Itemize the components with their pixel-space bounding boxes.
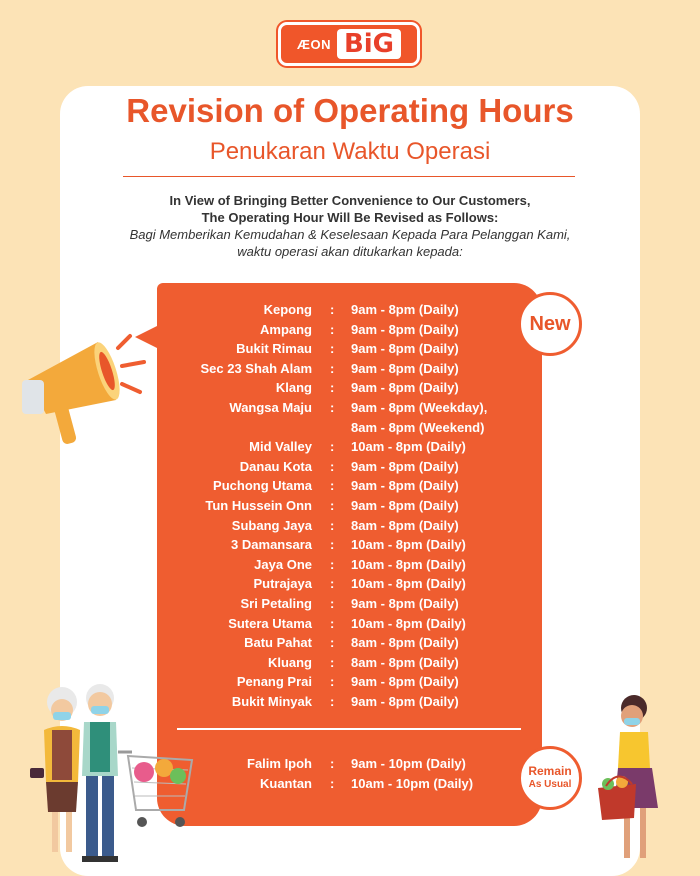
new-hours-row	[157, 322, 542, 342]
separator-colon: :	[330, 693, 335, 709]
store-location: Kepong	[263, 302, 312, 317]
woman-shopper-illustration	[592, 688, 682, 874]
separator-colon: :	[330, 302, 335, 317]
store-location: Puchong Utama	[213, 478, 312, 494]
intro-en-line2: The Operating Hour Will Be Revised as Follows:	[201, 210, 499, 225]
separator-colon: :	[330, 775, 335, 791]
store-location: Mid Valley	[249, 439, 312, 455]
section-divider	[177, 728, 521, 730]
store-location: Bukit Rimau	[236, 341, 312, 357]
operating-hours: 9am - 8pm (Daily)	[351, 302, 459, 317]
separator-colon: :	[330, 537, 335, 553]
store-location: Sec 23 Shah Alam	[200, 360, 312, 376]
store-location: Subang Jaya	[231, 517, 312, 533]
separator-colon: :	[330, 360, 335, 376]
new-hours-row	[157, 616, 542, 636]
store-location: Batu Pahat	[244, 635, 312, 651]
separator-colon: :	[330, 497, 335, 513]
title-divider	[123, 176, 575, 177]
separator-colon: :	[330, 458, 335, 474]
separator-colon: :	[330, 439, 335, 455]
intro-en-line1: In View of Bringing Better Convenience to Our Customers,	[169, 193, 531, 208]
new-hours-row	[157, 498, 542, 518]
new-badge: New	[518, 292, 582, 356]
separator-colon: :	[330, 595, 335, 611]
new-hours-row	[157, 361, 542, 381]
store-location: Wangsa Maju	[229, 399, 312, 415]
operating-hours: 10am - 8pm (Daily)	[351, 537, 466, 553]
operating-hours: 8am - 8pm (Weekend)	[351, 419, 485, 435]
remain-badge-line1: Remain	[528, 764, 572, 778]
store-location: Danau Kota	[239, 458, 312, 474]
new-hours-row	[157, 478, 542, 498]
separator-colon: :	[330, 517, 335, 533]
operating-hours: 10am - 10pm (Daily)	[351, 775, 474, 791]
store-location: Bukit Minyak	[231, 693, 312, 709]
intro-ms-line2: waktu operasi akan ditukarkan kepada:	[237, 244, 463, 259]
operating-hours: 8am - 8pm (Daily)	[351, 517, 459, 533]
separator-colon: :	[330, 576, 335, 592]
operating-hours: 9am - 8pm (Daily)	[351, 693, 459, 709]
page-title: Revision of Operating Hours	[126, 92, 574, 129]
operating-hours: 10am - 8pm (Daily)	[351, 576, 466, 592]
intro-text	[60, 192, 640, 260]
operating-hours: 9am - 8pm (Daily)	[351, 380, 459, 396]
operating-hours: 9am - 8pm (Daily)	[351, 341, 459, 357]
separator-colon: :	[330, 556, 335, 572]
separator-colon: :	[330, 756, 335, 771]
store-location: Kluang	[267, 654, 312, 670]
operating-hours: 9am - 8pm (Daily)	[351, 497, 459, 513]
new-hours-row	[157, 674, 542, 694]
operating-hours: 10am - 8pm (Daily)	[351, 439, 466, 455]
elderly-shoppers-illustration	[20, 672, 200, 874]
store-location: Penang Prai	[236, 674, 312, 690]
operating-hours: 9am - 8pm (Daily)	[351, 478, 459, 494]
operating-hours: 10am - 8pm (Daily)	[351, 556, 466, 572]
new-hours-row	[157, 302, 542, 322]
new-hours-row	[157, 635, 542, 655]
new-hours-row	[157, 518, 542, 538]
new-hours-row	[157, 655, 542, 675]
separator-colon: :	[330, 321, 335, 337]
intro-ms-line1: Bagi Memberikan Kemudahan & Keselesaan Kepada Para Pelanggan Kami,	[129, 227, 571, 242]
page-subtitle: Penukaran Waktu Operasi	[209, 138, 491, 165]
new-hours-row	[157, 596, 542, 616]
separator-colon: :	[330, 674, 335, 690]
remain-hours-list	[157, 756, 542, 795]
operating-hours: 9am - 8pm (Weekday),	[351, 399, 488, 415]
separator-colon: :	[330, 380, 335, 396]
logo-big-text: BiG	[337, 29, 401, 59]
store-location: Tun Hussein Onn	[205, 497, 312, 513]
remain-hours-row	[157, 776, 542, 796]
operating-hours: 8am - 8pm (Daily)	[351, 654, 459, 670]
aeon-big-logo	[278, 22, 420, 66]
store-location: Putrajaya	[253, 576, 312, 592]
operating-hours: 9am - 8pm (Daily)	[351, 360, 459, 376]
new-hours-row	[157, 341, 542, 361]
separator-colon: :	[330, 635, 335, 651]
operating-hours: 9am - 8pm (Daily)	[351, 674, 459, 690]
operating-hours: 9am - 8pm (Daily)	[351, 458, 459, 474]
new-hours-row	[157, 694, 542, 714]
new-hours-row	[157, 537, 542, 557]
remain-hours-row	[157, 756, 542, 776]
new-hours-list	[157, 302, 542, 713]
speech-bubble-tail	[135, 325, 159, 349]
store-location: Klang	[275, 380, 312, 396]
remain-badge-line2: As Usual	[528, 779, 572, 790]
separator-colon: :	[330, 654, 335, 670]
separator-colon: :	[330, 341, 335, 357]
operating-hours: 8am - 8pm (Daily)	[351, 635, 459, 651]
new-hours-row	[157, 420, 542, 440]
new-hours-row	[157, 557, 542, 577]
store-location: Ampang	[260, 321, 312, 337]
operating-hours: 9am - 10pm (Daily)	[351, 756, 466, 771]
store-location: Sutera Utama	[228, 615, 312, 631]
new-hours-row	[157, 576, 542, 596]
logo-aeon-text: ÆON	[296, 36, 331, 52]
store-location: Falim Ipoh	[247, 756, 312, 771]
new-hours-row	[157, 400, 542, 420]
separator-colon: :	[330, 478, 335, 494]
store-location: 3 Damansara	[231, 537, 312, 553]
store-location: Kuantan	[260, 775, 312, 791]
store-location: Jaya One	[254, 556, 312, 572]
new-hours-row	[157, 459, 542, 479]
new-hours-row	[157, 439, 542, 459]
new-hours-row	[157, 380, 542, 400]
separator-colon: :	[330, 615, 335, 631]
operating-hours: 9am - 8pm (Daily)	[351, 595, 459, 611]
remain-as-usual-badge	[518, 746, 582, 810]
store-location: Sri Petaling	[240, 595, 312, 611]
operating-hours: 9am - 8pm (Daily)	[351, 321, 459, 337]
separator-colon: :	[330, 399, 335, 415]
operating-hours: 10am - 8pm (Daily)	[351, 615, 466, 631]
